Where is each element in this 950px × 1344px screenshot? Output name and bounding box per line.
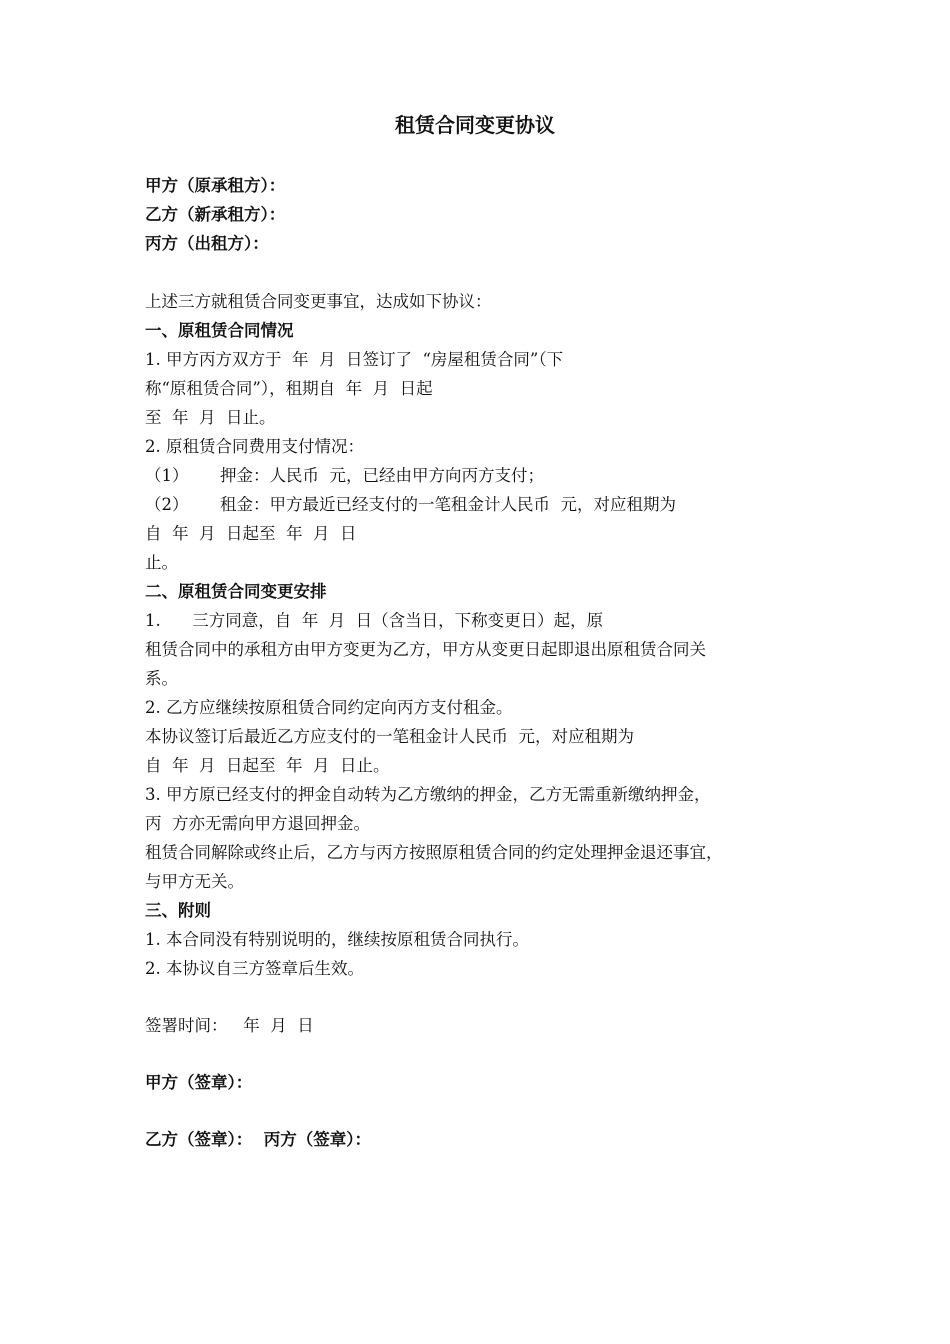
party-c-line: 丙方（出租方）： xyxy=(145,234,269,253)
section-2-line: 本协议签订后最近乙方应支付的一笔租金计人民币 元，对应租期为 xyxy=(145,727,634,746)
section-2-line: 丙 方亦无需向甲方退回押金。 xyxy=(145,814,370,833)
section-2-line: 3. 甲方原已经支付的押金自动转为乙方缴纳的押金，乙方无需重新缴纳押金， xyxy=(145,785,711,804)
section-2-line: 自 年 月 日起至 年 月 日止。 xyxy=(145,756,390,775)
section-1-line: 止。 xyxy=(145,553,178,572)
section-3-heading: 三、附则 xyxy=(145,901,211,920)
section-1-line: 1. 甲方丙方双方于 年 月 日签订了 “房屋租赁合同”（下 xyxy=(145,350,564,369)
section-1-line: 自 年 月 日起至 年 月 日 xyxy=(145,524,357,543)
section-2-heading: 二、原租赁合同变更安排 xyxy=(145,582,327,601)
document-title: 租赁合同变更协议 xyxy=(395,113,555,137)
section-3-line: 2. 本协议自三方签章后生效。 xyxy=(145,959,364,978)
section-1-line: 至 年 月 日止。 xyxy=(145,408,276,427)
party-b-line: 乙方（新承租方）： xyxy=(145,205,286,224)
section-1-heading: 一、原租赁合同情况 xyxy=(145,321,294,340)
section-1-line: 2. 原租赁合同费用支付情况： xyxy=(145,437,364,456)
section-3-line: 1. 本合同没有特别说明的，继续按原租赁合同执行。 xyxy=(145,930,529,949)
section-2-line: 租赁合同中的承租方由甲方变更为乙方，甲方从变更日起即退出原租赁合同关 xyxy=(145,640,706,659)
signature-party-a: 甲方（签章）： xyxy=(145,1073,253,1092)
document-body xyxy=(145,171,815,1154)
intro-text: 上述三方就租赁合同变更事宜，达成如下协议： xyxy=(145,292,492,311)
section-1-line: （1） 押金：人民币 元，已经由甲方向丙方支付； xyxy=(145,466,544,485)
party-a-line: 甲方（原承租方）： xyxy=(145,176,286,195)
section-2-line: 租赁合同解除或终止后，乙方与丙方按照原租赁合同的约定处理押金退还事宜， xyxy=(145,843,723,862)
section-1-line: （2） 租金：甲方最近已经支付的一笔租金计人民币 元，对应租期为 xyxy=(145,495,676,514)
signing-date: 签署时间： 年 月 日 xyxy=(145,1016,314,1035)
section-2-line: 与甲方无关。 xyxy=(145,872,244,891)
section-2-line: 系。 xyxy=(145,669,178,688)
signature-parties-b-c: 乙方（签章）： 丙方（签章）： xyxy=(145,1130,371,1149)
section-2-line: 2. 乙方应继续按原租赁合同约定向丙方支付租金。 xyxy=(145,698,513,717)
section-2-line: 1. 三方同意，自 年 月 日（含当日，下称变更日）起，原 xyxy=(145,611,604,630)
section-1-line: 称“原租赁合同”），租期自 年 月 日起 xyxy=(145,379,433,398)
